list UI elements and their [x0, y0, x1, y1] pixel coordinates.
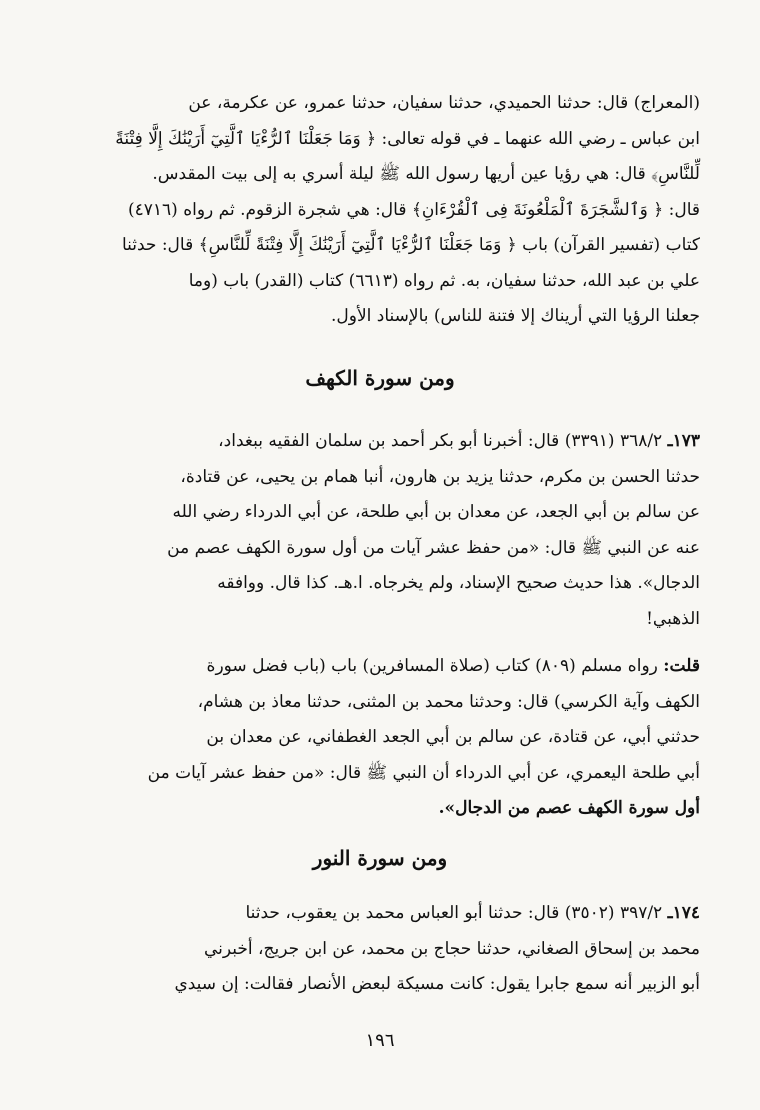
text-line: محمد بن إسحاق الصغاني، حدثنا حجاج بن محمد، عن ابن جريج، أخبرني: [204, 938, 700, 959]
text-line: عنه عن النبي ﷺ قال: «من حفظ عشر آيات من أول سورة الكهف عصم من: [167, 537, 700, 558]
text-line: أبي طلحة اليعمري، عن أبي الدرداء أن النبي ﷺ قال: «من حفظ عشر آيات من: [147, 762, 700, 783]
text-line: ابن عباس ـ رضي الله عنهما ـ في قوله تعالى: ﴿ وَمَا جَعَلْنَا ٱلرُّءْيَا ٱلَّتِيٓ أَرَيْنَٰكَ إِلَّا فِتْنَةً: [115, 128, 700, 149]
section-heading-kahf: ومن سورة الكهف: [305, 366, 455, 390]
commentary-first-line: رواه مسلم (٨٠٩) كتاب (صلاة المسافرين) باب (باب فضل سورة: [206, 656, 658, 676]
text-line: قال: ﴿ وَٱلشَّجَرَةَ ٱلْمَلْعُونَةَ فِى ٱلْقُرْءَانِ﴾ قال: هي شجرة الزقوم. ثم رواه (٤٧١٦): [127, 199, 700, 220]
commentary-label: قلت:: [663, 656, 700, 676]
text-line: [65, 424, 700, 460]
text-line: أبو الزبير أنه سمع جابرا يقول: كانت مسيكة لبعض الأنصار فقالت: إن سيدي: [174, 974, 700, 994]
hadith-number: ١٧٣ـ: [667, 431, 700, 451]
text-line: [65, 649, 700, 685]
page-number: ١٩٦: [365, 1030, 395, 1051]
hadith-number: ١٧٤ـ: [667, 903, 700, 923]
hadith-first-line: ٣٦٨/٢ (٣٣٩١) قال: أخبرنا أبو بكر أحمد بن سلمان الفقيه ببغداد،: [218, 431, 663, 451]
section-heading-nur: ومن سورة النور: [312, 846, 448, 870]
text-line: (المعراج) قال: حدثنا الحميدي، حدثنا سفيان، حدثنا عمرو، عن عكرمة، عن: [188, 93, 700, 113]
text-line: حدثنا الحسن بن مكرم، حدثنا يزيد بن هارون، أنبا همام بن يحيى، عن قتادة،: [180, 466, 700, 487]
text-line: عن سالم بن أبي الجعد، عن معدان بن أبي طلحة، عن أبي الدرداء رضي الله: [172, 502, 700, 522]
text-line: حدثني أبي، عن قتادة، عن سالم بن أبي الجعد الغطفاني، عن معدان بن: [206, 727, 700, 747]
text-line: لِّلنَّاسِ﴾ قال: هي رؤيا عين أريها رسول الله ﷺ ليلة أسري به إلى بيت المقدس.: [152, 164, 700, 184]
text-line: الذهبي!: [646, 608, 700, 629]
text-line: الدجال». هذا حديث صحيح الإسناد، ولم يخرجاه. ا.هـ. كذا قال. ووافقه: [217, 573, 700, 593]
paragraph-miraj: [65, 86, 700, 335]
text-line: أول سورة الكهف عصم من الدجال».: [438, 798, 700, 818]
text-line: علي بن عبد الله، حدثنا سفيان، به. ثم رواه (٦٦١٣) كتاب (القدر) باب (وما: [188, 270, 700, 291]
hadith-first-line: ٣٩٧/٢ (٣٥٠٢) قال: حدثنا أبو العباس محمد بن يعقوب، حدثنا: [245, 903, 663, 923]
commentary-paragraph: [65, 649, 700, 827]
hadith-173: [65, 424, 700, 637]
text-line: كتاب (تفسير القرآن) باب ﴿ وَمَا جَعَلْنَا ٱلرُّءْيَا ٱلَّتِيٓ أَرَيْنَٰكَ إِلَّا فِتْنَةً لِّلنَّاسِ﴾ قال: حدثنا: [121, 235, 700, 255]
text-line: [65, 896, 700, 932]
text-line: الكهف وآية الكرسي) قال: وحدثنا محمد بن المثنى، حدثنا معاذ بن هشام،: [197, 691, 700, 712]
hadith-174: [65, 896, 700, 1003]
text-line: جعلنا الرؤيا التي أريناك إلا فتنة للناس) بالإسناد الأول.: [330, 306, 700, 326]
